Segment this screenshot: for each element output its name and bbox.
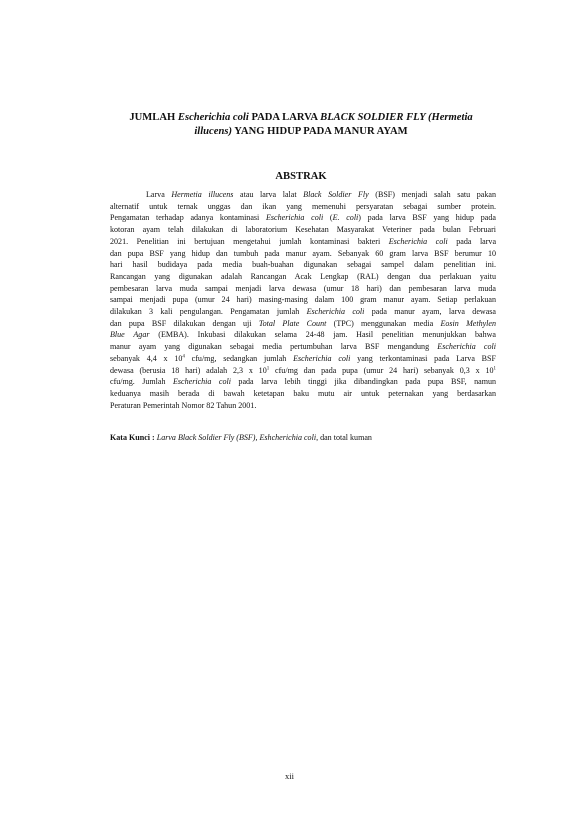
keywords-label: Kata Kunci : bbox=[110, 433, 157, 442]
title-line-1 bbox=[107, 111, 495, 125]
abstract-line: Larva Hermetia illucens atau larva lalat Black Soldier Fly (BSF) menjadi salah satu pakan bbox=[146, 190, 497, 199]
abstract-line: dewasa (berusia 18 hari) adalah 2,3 x $10^1$ cfu/mg dan pada pupa (umur 24 hari) sebanyak 0,3 x $10^1$ bbox=[110, 365, 497, 375]
abstract-line: dan pupa BSF dilakukan dengan uji Total Plate Count (TPC) menggunakan media Eosin Methylen bbox=[110, 318, 497, 328]
title-line-2 bbox=[107, 125, 495, 139]
abstract-line: Blue Agar (EMBA). Inkubasi dilakukan selama 24-48 jam. Hasil penelitian menunjukkan bahwa bbox=[110, 330, 497, 340]
title-text: JUMLAH bbox=[129, 112, 178, 123]
keywords-line bbox=[110, 432, 496, 444]
abstract-line: manur ayam yang digunakan sebagai media pertumbuhan larva BSF mengandung Escherichia coli bbox=[110, 342, 496, 352]
abstract-line: sebanyak 4,4 x $10^4$ cfu/mg, sedangkan jumlah Escherichia coli yang terkontaminasi pada Larva BSF bbox=[110, 353, 496, 363]
abstract-line: cfu/mg. Jumlah Escherichia coli pada larva lebih tinggi jika dibandingkan pada pupa BSF, namun bbox=[110, 377, 497, 387]
abstract-line: Pengamatan terhadap adanya kontaminasi Escherichia coli (E. coli) pada larva BSF yang hidup pada bbox=[110, 213, 496, 223]
abstract-line: Peraturan Pemerintah Nomor 82 Tahun 2001. bbox=[110, 400, 257, 410]
abstract-line: Rancangan yang digunakan adalah Rancangan Acak Lengkap (RAL) dengan dua perlakuan yaitu bbox=[110, 271, 496, 281]
abstract-line: sampai menjadi pupa (umur 24 hari) masing-masing dalam 100 gram manur ayam. Setiap perlakuan bbox=[110, 295, 496, 305]
page-number: xii bbox=[285, 771, 294, 781]
abstract-line: dan pupa BSF yang hidup dan tumbuh pada manur ayam. Sebanyak 60 gram larva BSF berumur 10 bbox=[110, 248, 496, 258]
abstract-line: hari hasil budidaya pada media buah-buahan digunakan sebagai sampel dalam penelitian ini. bbox=[110, 260, 496, 270]
keywords-rest: , dan total kuman bbox=[316, 433, 372, 442]
abstract-body bbox=[110, 189, 496, 411]
abstract-heading: ABSTRAK bbox=[275, 171, 327, 182]
document-title bbox=[107, 111, 495, 139]
abstract-line: keduanya masih berada di bawah ketetapan baku mutu air untuk peternakan yang berdasarkan bbox=[110, 388, 496, 398]
title-text: YANG HIDUP PADA MANUR AYAM bbox=[231, 126, 408, 137]
abstract-line: alternatif untuk ternak unggas dan ikan yang memenuhi persyaratan sebagai sumber protein. bbox=[110, 201, 496, 211]
abstract-line: pembesaran larva muda sampai menjadi larva dewasa (umur 18 hari) dan pembesaran larva muda bbox=[110, 283, 496, 293]
title-text: PADA LARVA bbox=[248, 112, 321, 123]
abstract-line: 2021. Penelitian ini bertujuan mengetahui jumlah kontaminasi bakteri Escherichia coli pada larva bbox=[110, 236, 497, 246]
title-text-italic: illucens) bbox=[194, 126, 232, 137]
title-text-italic: Escherichia coli bbox=[177, 112, 249, 123]
abstract-line: kotoran ayam telah dilakukan di laboratorium Kesehatan Masyarakat Veteriner pada bulan Februari bbox=[110, 225, 496, 235]
keywords-italic: Larva Black Soldier Fly (BSF), Eshcherichia coli bbox=[156, 433, 317, 442]
abstract-line: dilakukan 3 kali pengulangan. Pengamatan jumlah Escherichia coli pada manur ayam, larva dewasa bbox=[110, 307, 496, 317]
title-text-italic: BLACK SOLDIER FLY (Hermetia bbox=[320, 112, 473, 123]
